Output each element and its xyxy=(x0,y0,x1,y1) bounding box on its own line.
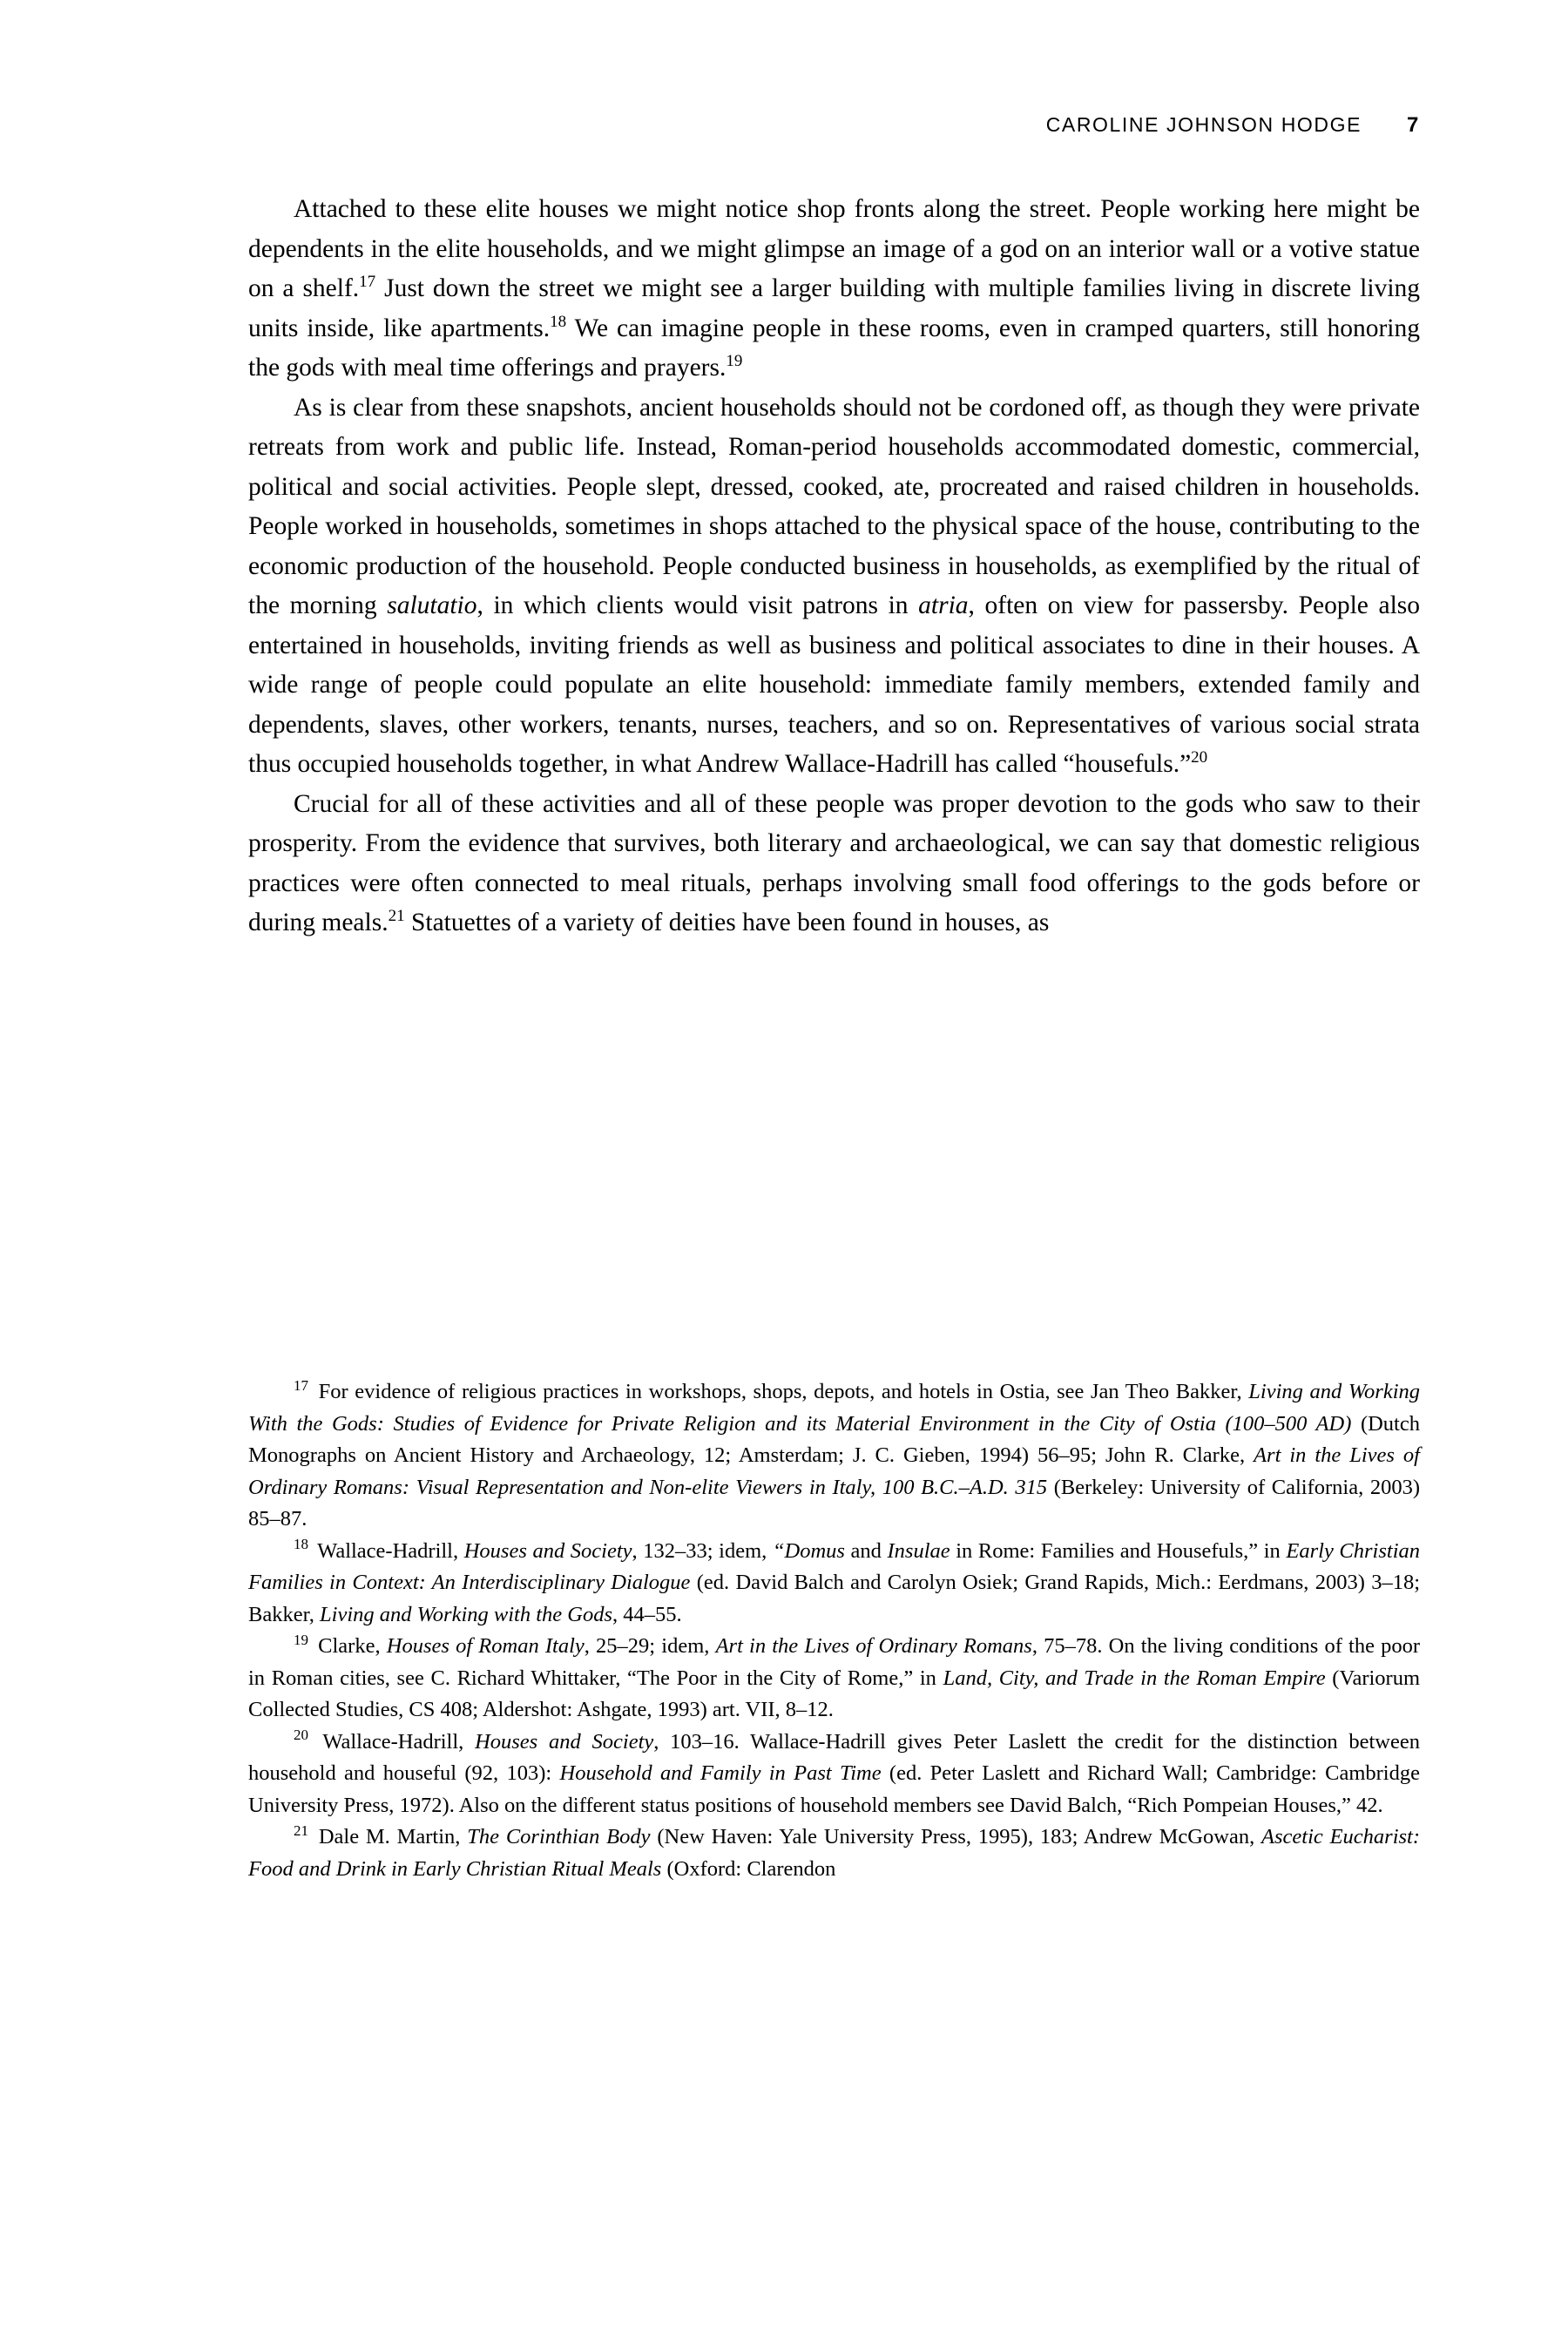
italic-text: Land, City, and Trade in the Roman Empire xyxy=(943,1666,1326,1690)
footnote-reference[interactable]: 19 xyxy=(726,352,743,371)
footnote: $^{19}$ Clarke, Houses of Roman Italy, 25–29; idem, Art in the Lives of Ordinary Romans, 75–78. On the living conditions of the poor in Roman cities, see C. Richard Whittaker, “The Poor in the City of Rome,” in Land, City, and Trade in the Roman Empire (Variorum Collected Studies, CS 408; Aldershot: Ashgate, 1993) art. VII, 8–12. xyxy=(248,1631,1421,1721)
footnote: $^{21}$ Dale M. Martin, The Corinthian Body (New Haven: Yale University Press, 1995), 183; Andrew McGowan, Ascetic Eucharist: Food and Drink in Early Christian Ritual Meals (Oxford: Clarendon xyxy=(248,1821,1421,1881)
footnote-reference[interactable]: 18 xyxy=(550,312,567,331)
italic-text: Art in the Lives of Ordinary Romans xyxy=(715,1634,1032,1658)
italic-text: Ascetic Eucharist: Food and Drink in Early Christian Ritual Meals xyxy=(248,1825,1421,1881)
italic-text: Living and Working With the Gods: Studies of Evidence for Private Religion and its Material Environment in the City of Ostia (100–500 AD) xyxy=(248,1380,1421,1436)
footnote-number: 17 xyxy=(294,1376,308,1394)
running-head xyxy=(248,113,1420,138)
italic-text: atria xyxy=(918,591,969,619)
italic-text: Houses of Roman Italy xyxy=(386,1634,585,1658)
italic-text: Art in the Lives of Ordinary Romans: Visual Representation and Non-elite Viewers in Italy, 100 B.C.–A.D. 315 xyxy=(248,1443,1420,1499)
footnote: $^{18}$ Wallace-Hadrill, Houses and Society, 132–33; idem, “Domus and Insulae in Rome: Families and Housefuls,” in Early Christian Families in Context: An Interdisciplinary Dialogue (ed. David Balch and Carolyn Osiek; Grand Rapids, Mich.: Eerdmans, 2003) 3–18; Bakker, Living and Working with the Gods, 44–55. xyxy=(248,1536,1421,1626)
italic-text: Houses and Society xyxy=(463,1538,632,1563)
footnote-reference[interactable]: 17 xyxy=(359,273,376,292)
running-head-author: CAROLINE JOHNSON HODGE xyxy=(1045,113,1362,136)
footnote: $^{17}$ For evidence of religious practices in workshops, shops, depots, and hotels in Ostia, see Jan Theo Bakker, Living and Working With the Gods: Studies of Evidence for Private Religion and its Material Environment in the City of Ostia (100–500 AD) (Dutch Monographs on Ancient History and Archaeology, 12; Amsterdam; J. C. Gieben, 1994) 56–95; John R. Clarke, Art in the Lives of Ordinary Romans: Visual Representation and Non-elite Viewers in Italy, 100 B.C.–A.D. 315 (Berkeley: University of California, 2003) 85–87. xyxy=(248,1376,1421,1531)
italic-text: Insulae xyxy=(887,1538,950,1563)
italic-text: Early Christian Families in Context: An Interdisciplinary Dialogue xyxy=(248,1538,1421,1594)
italic-text: The Corinthian Body xyxy=(467,1825,651,1848)
footnote: $^{20}$ Wallace-Hadrill, Houses and Society, 103–16. Wallace-Hadrill gives Peter Laslett the credit for the distinction between household and houseful (92, 103): Household and Family in Past Time (ed. Peter Laslett and Richard Wall; Cambridge: Cambridge University Press, 1972). Also on the different status positions of household members see David Balch, “Rich Pompeian Houses,” 42. xyxy=(248,1727,1420,1817)
italic-text: Houses and Society xyxy=(475,1729,654,1754)
footnote-number: 19 xyxy=(294,1631,308,1648)
body-paragraph: Crucial for all of these activities and all of these people was proper devotion to the gods who saw to their prosperity. From the evidence that survives, both literary and archaeological, we can say that domestic religious practices were often connected to meal rituals, perhaps involving small food offerings to the gods before or during meals.$^{21}$ Statuettes of a variety of deities have been found in houses, as xyxy=(248,789,1420,936)
page-content xyxy=(248,113,1420,943)
footnotes-section xyxy=(248,1376,1420,1885)
body-text xyxy=(248,190,1420,943)
italic-text: “Domus xyxy=(772,1538,845,1563)
footnote-reference[interactable]: 21 xyxy=(388,907,405,926)
footnote-list xyxy=(248,1376,1420,1885)
page-number: 7 xyxy=(1407,113,1420,137)
body-paragraph: As is clear from these snapshots, ancient households should not be cordoned off, as though they were private retreats from work and public life. Instead, Roman-period households accommodated domestic, commercial, political and social activities. People slept, dressed, cooked, ate, procreated and raised children in households. People worked in households, sometimes in shops attached to the physical space of the house, contributing to the economic production of the household. People conducted business in households, as exemplified by the ritual of the morning salutatio, in which clients would visit patrons in atria, often on view for passersby. People also entertained in households, inviting friends as well as business and political associates to dine in their houses. A wide range of people could populate an elite household: immediate family members, extended family and dependents, slaves, other workers, tenants, nurses, teachers, and so on. Representatives of various social strata thus occupied households together, in what Andrew Wallace-Hadrill has called “housefuls.”$^{20}$ xyxy=(248,393,1420,778)
body-paragraph: Attached to these elite houses we might notice shop fronts along the street. People working here might be dependents in the elite households, and we might glimpse an image of a god on an interior wall or a votive statue on a shelf.$^{17}$ Just down the street we might see a larger building with multiple families living in discrete living units inside, like apartments.$^{18}$ We can imagine people in these rooms, even in cramped quarters, still honoring the gods with meal time offerings and prayers.$^{19}$ xyxy=(248,195,1421,382)
italic-text: Living and Working with the Gods xyxy=(320,1602,613,1626)
footnote-number: 20 xyxy=(294,1727,308,1744)
italic-text: Household and Family in Past Time xyxy=(559,1761,882,1785)
footnote-reference[interactable]: 20 xyxy=(1191,748,1208,767)
italic-text: salutatio xyxy=(387,591,477,619)
footnote-number: 18 xyxy=(294,1536,308,1553)
footnote-number: 21 xyxy=(294,1821,308,1839)
